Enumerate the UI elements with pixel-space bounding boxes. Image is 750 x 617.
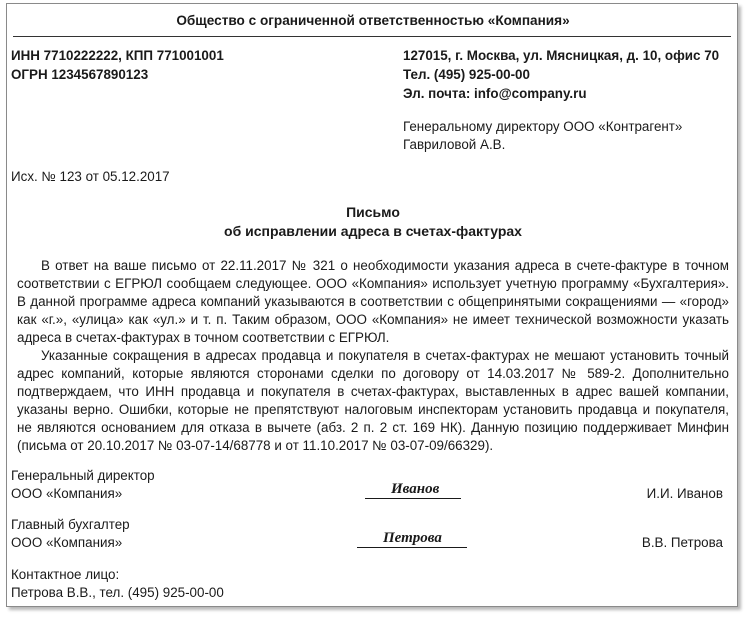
recipient-name: Гавриловой А.В. <box>403 137 506 152</box>
accountant-name: В.В. Петрова <box>641 535 723 550</box>
company-address: 127015, г. Москва, ул. Мясницкая, д. 10, офис 70 <box>403 48 720 63</box>
company-email: Эл. почта: info@company.ru <box>403 86 587 101</box>
outgoing-ref: Исх. № 123 от 05.12.2017 <box>11 169 170 184</box>
company-phone: Тел. (495) 925-00-00 <box>403 67 530 82</box>
director-signature-line <box>365 498 461 499</box>
accountant-position: Главный бухгалтер <box>11 517 130 532</box>
inn-kpp: ИНН 7710222222, КПП 771001001 <box>11 48 224 63</box>
accountant-signature <box>359 527 469 549</box>
director-organization: ООО «Компания» <box>11 486 123 501</box>
director-signature-text: Иванов <box>391 481 440 497</box>
company-header: Общество с ограниченной ответственностью «Компания» <box>176 13 570 28</box>
accountant-organization: ООО «Компания» <box>11 535 123 550</box>
letter-title: Письмо <box>346 204 400 220</box>
letter-page <box>6 3 738 607</box>
body-paragraph-1: В ответ на ваше письмо от 22.11.2017 № 321 о необходимости указания адреса в счете-фактуре в точном соответствии с ЕГРЮЛ сообщаем следующее. ООО «Компания» использует учетную программу «Бухгалтерия». В данной программе адреса компаний указываются в соответствии с общепринятыми сокращениями — «город» как «г.», «улица» как «ул.» и т. п. Таким образом, ООО «Компания» не имеет технической возможности указать адреса в счетах-фактурах в точном соответствии с ЕГРЮЛ. <box>17 258 729 345</box>
letter-body <box>17 257 729 455</box>
accountant-signature-line <box>357 547 467 548</box>
director-name: И.И. Иванов <box>646 486 723 501</box>
contact-label: Контактное лицо: <box>11 567 120 582</box>
header-divider <box>13 36 731 37</box>
body-paragraph-2: Указанные сокращения в адресах продавца и покупателя в счетах-фактурах не мешают установить точный адрес компаний, которые являются сторонами сделки по договору от 14.03.2017 № 589-2. Дополнительно подтверждаем, что ИНН продавца и покупателя в счетах-фактурах, выставленных в адрес вашей компании, указаны верно. Ошибки, которые не препятствуют налоговым инспекторам установить продавца и покупателя, не являются основанием для отказа в вычете (абз. 2 п. 2 ст. 169 НК). Данную позицию поддерживает Минфин (письма от 20.10.2017 № 03-07-14/68778 и от 11.10.2017 № 03-07-09/66329). <box>17 348 729 453</box>
director-signature <box>367 478 467 500</box>
recipient-position: Генеральному директору ООО «Контрагент» <box>403 119 683 134</box>
letter-subject: об исправлении адреса в счетах-фактурах <box>224 223 522 239</box>
director-position: Генеральный директор <box>11 468 155 483</box>
ogrn: ОГРН 1234567890123 <box>11 67 149 82</box>
contact-value: Петрова В.В., тел. (495) 925-00-00 <box>11 585 224 600</box>
accountant-signature-text: Петрова <box>383 530 442 546</box>
